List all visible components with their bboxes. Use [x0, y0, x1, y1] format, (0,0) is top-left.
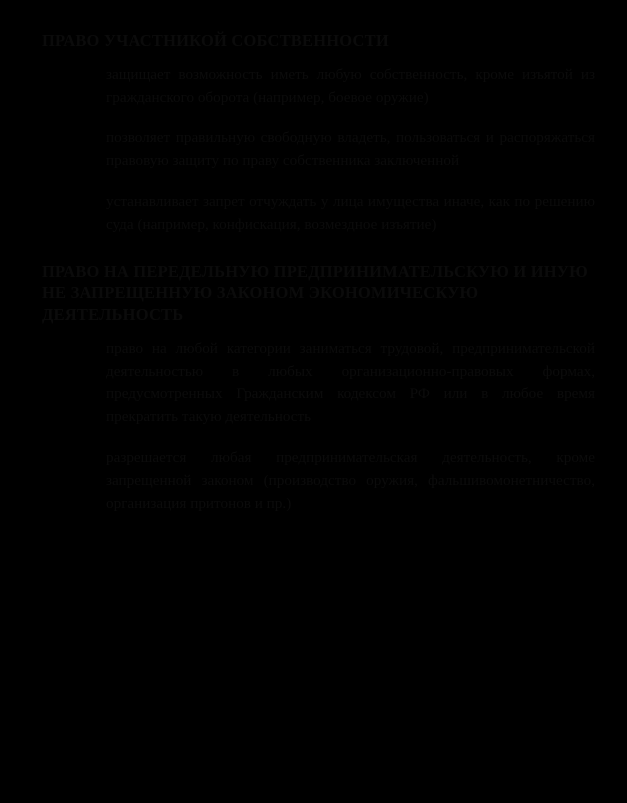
list-item: устанавливает запрет отчуждать у лица имущества иначе, как по решению суда (например, конфискация, возмездное изъятие)	[106, 192, 595, 233]
bullet-list-economic-activity	[28, 338, 599, 516]
list-item: защищает возможность иметь любую собственность, кроме изъятой из гражданского оборота (например, боевое оружие)	[106, 65, 595, 106]
section-property-rights	[28, 30, 599, 237]
list-item: разрешается любая предпринимательская деятельность, кроме запрещенной законом (производство оружия, фальшивомонетничество, организация притонов и пр.)	[106, 449, 595, 512]
section-heading-property-rights: ПРАВО УЧАСТНИКОЙ СОБСТВЕННОСТИ	[42, 31, 389, 50]
bullet-list-property-rights	[28, 64, 599, 237]
section-economic-activity	[28, 261, 599, 516]
section-divider-spacer	[28, 251, 599, 261]
list-item: право на любой категории заниматься трудовой, предпринимательской деятельностью в любых организационно-правовых формах, предусмотренных Гражданским кодексом РФ или в любое время прекратить такую деятельность	[106, 339, 595, 426]
section-heading-economic-activity: ПРАВО НА ПЕРЕДЕЛЬНУЮ ПРЕДПРИНИМАТЕЛЬСКУЮ И ИНУЮ НЕ ЗАПРЕЩЕННУЮ ЗАКОНОМ ЭКОНОМИЧЕСКУЮ ДЕЯТЕЛЬНОСТЬ	[42, 261, 588, 325]
list-item: позволяет правильную свободную владеть, пользоваться и распоряжаться правовую защиту по праву собственника заключенной	[106, 129, 595, 170]
